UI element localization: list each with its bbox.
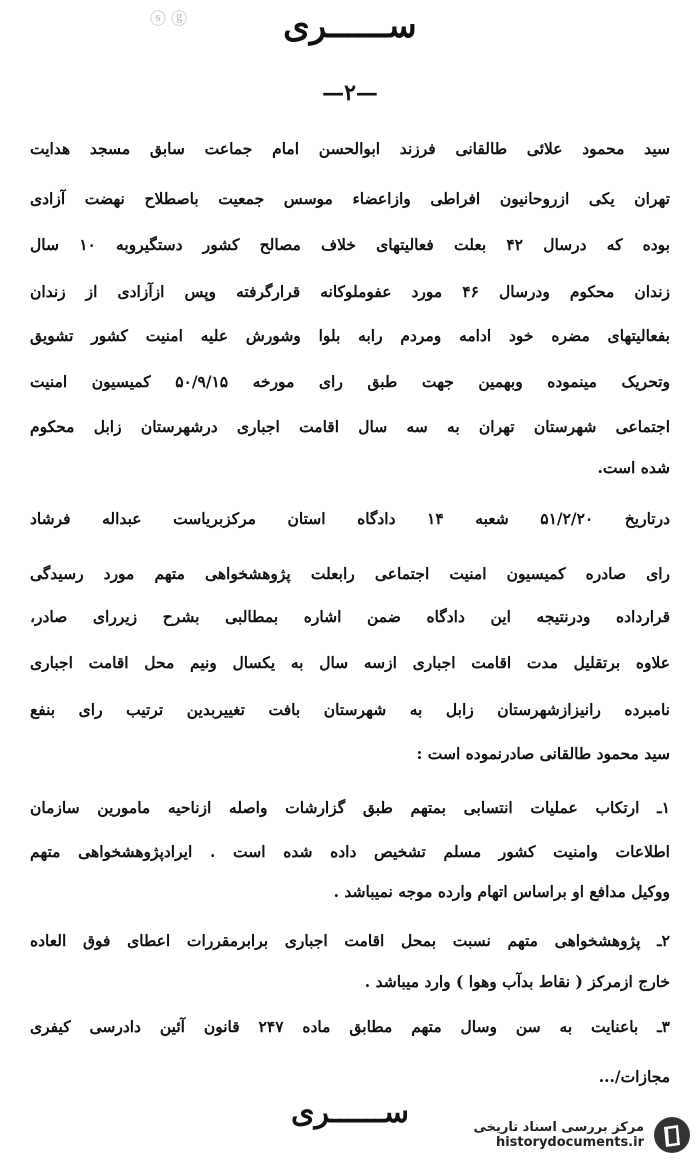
text-line: بفعالیتهای مضره خود ادامه ومردم رابه بلوا وشورش علیه امنیت کشور تشویق xyxy=(30,326,670,345)
text-line: ۳ـ باعنایت به سن وسال متهم مطابق ماده ۲۴۷ قانون آئین دادرسی کیفری xyxy=(30,1017,670,1036)
text-line: درتاریخ ۵۱/۲/۲۰ شعبه ۱۴ دادگاه استان مرکزبریاست عبداله فرشاد xyxy=(30,509,670,528)
text-line: زندان محکوم ودرسال ۴۶ مورد عفوملوکانه قرارگرفته وپس ازآزادی از زندان xyxy=(30,282,670,301)
scan-artifact: ⓢ ⓖ xyxy=(150,9,188,28)
text-line: وتحریک مینموده وبهمین جهت طبق رای مورخه ۵۰/۹/۱۵ کمیسیون امنیت xyxy=(30,372,670,391)
text-line: بوده که درسال ۴۲ بعلت فعالیتهای خلاف مصالح کشور دستگیروبه ۱۰ سال xyxy=(30,235,670,254)
text-line: سید محمود طالقانی صادرنموده است : xyxy=(416,744,670,763)
watermark xyxy=(442,1112,692,1158)
watermark-title: مرکز بررسی اسناد تاریخی xyxy=(473,1120,644,1135)
text-line: سید محمود علائی طالقانی فرزند ابوالحسن امام جماعت سابق مسجد هدایت xyxy=(30,139,670,158)
text-line: قرارداده ودرنتیجه این دادگاه ضمن اشاره بمطالبی بشرح زیررای صادر، xyxy=(30,607,670,626)
text-line: ووکیل مدافع او براساس اتهام وارده موجه نمیباشد . xyxy=(333,882,670,901)
text-line: اجتماعی شهرستان تهران به سه سال اقامت اجباری درشهرستان زابل محکوم xyxy=(30,417,670,436)
watermark-url: historydocuments.ir xyxy=(495,1135,644,1150)
text-line: ۱ـ ارتکاب عملیات انتسابی بمتهم طبق گزارشات واصله ازناحیه مامورین سازمان xyxy=(30,798,670,817)
watermark-text xyxy=(474,1120,645,1150)
classification-header: ســــــری xyxy=(283,6,417,46)
classification-footer: ســــــری xyxy=(291,1095,409,1130)
text-line: علاوه برتقلیل مدت اقامت اجباری ازسه سال به یکسال ونیم محل اقامت اجباری xyxy=(30,653,670,672)
text-line: ۲ـ پژوهشخواهی متهم نسبت بمحل اقامت اجباری برابرمقررات اعطای فوق العاده xyxy=(30,931,670,950)
archive-logo-icon xyxy=(652,1115,692,1155)
text-line: خارج ازمرکز ( نقاط بدآب وهوا ) وارد میباشد . xyxy=(364,972,670,991)
text-line: شده است. xyxy=(597,458,670,477)
text-line: نامبرده رانیزازشهرستان زابل به شهرستان بافت تغییربدین ترتیب رای بنفع xyxy=(30,700,670,719)
text-line: تهران یکی ازروحانیون افراطی وازاعضاء موسس جمعیت باصطلاح نهضت آزادی xyxy=(30,189,670,208)
page-number: —۲— xyxy=(322,80,378,106)
text-line: مجازات/... xyxy=(598,1067,670,1086)
text-line: رای صادره کمیسیون امنیت اجتماعی رابعلت پژوهشخواهی متهم مورد رسیدگی xyxy=(30,564,670,583)
text-line: اطلاعات وامنیت کشور مسلم تشخیص داده شده است . ایرادپژوهشخواهی متهم xyxy=(30,842,670,861)
